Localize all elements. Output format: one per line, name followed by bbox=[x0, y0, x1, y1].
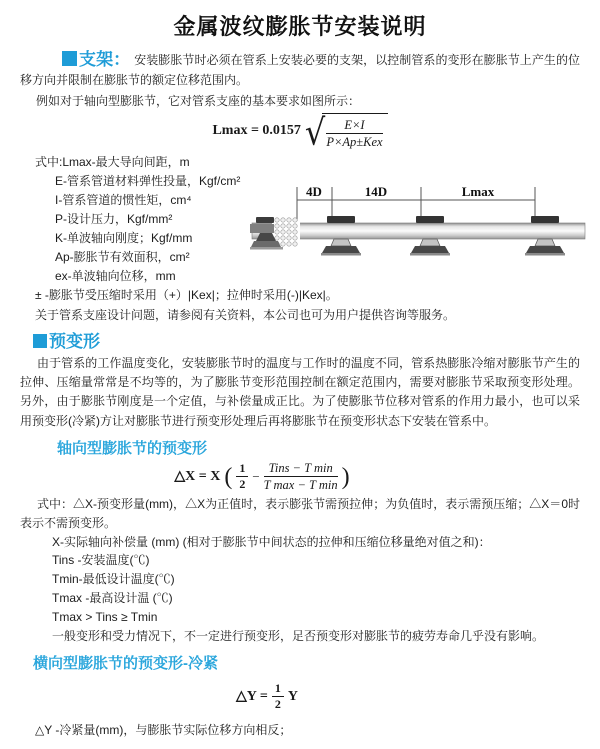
definition-item: P-设计压力，Kgf/mm² bbox=[55, 212, 173, 227]
dy-half-denominator: 2 bbox=[274, 697, 281, 712]
dx-explain: 式中：△X-预变形量(mm)，△X为正值时，表示膨张节需预拉伸；为负值时，表示需预压缩；△X＝0时表示不需预变形。 bbox=[20, 496, 580, 530]
support-diagram bbox=[250, 183, 586, 272]
example-line: 例如对于轴向型膨胀节，它对管系支座的基本要求如图所示： bbox=[36, 94, 361, 108]
predeform-section-heading bbox=[33, 331, 580, 353]
pipe-support-figure bbox=[250, 183, 586, 267]
formula-dx-lhs: △X = X bbox=[174, 469, 221, 485]
lateral-predeform-heading: 横向型膨胀节的预变形-冷紧 bbox=[33, 654, 218, 672]
section-square-icon bbox=[33, 334, 47, 348]
temp-denominator: T max − T min bbox=[263, 478, 338, 493]
service-note: 关于管系支座设计问题，请参阅有关资料，本公司也可为用户提供咨询等服务。 bbox=[35, 307, 456, 322]
cold-tighten-note: △Y -冷紧量(mm)，与膨胀节实际位移方向相反； bbox=[35, 723, 292, 738]
temp-ordering: Tmax > Tins ≥ Tmin bbox=[52, 609, 158, 624]
definitions-and-diagram bbox=[20, 153, 580, 327]
definition-item: K-单波轴向刚度；Kgf/mm bbox=[55, 231, 193, 246]
formula-lmax-numerator: E×I bbox=[326, 118, 382, 134]
formula-dy-rhs: Y bbox=[287, 688, 298, 704]
minus-operator: − bbox=[252, 468, 260, 484]
formula-dy-lhs: △Y = bbox=[236, 689, 268, 705]
definition-item: E-管系管道材料弹性投量，Kgf/cm² bbox=[55, 173, 241, 188]
section-square-icon bbox=[62, 51, 77, 66]
temp-item: Tins -安装温度(℃) bbox=[52, 553, 150, 568]
formula-lmax-lhs: Lmax = 0.0157 bbox=[212, 123, 301, 139]
dim-label-14d: 14D bbox=[364, 183, 388, 199]
formula-lmax bbox=[20, 111, 580, 154]
support-paragraph bbox=[20, 50, 580, 90]
formula-delta-x bbox=[20, 461, 580, 493]
support-intro-text: 安装膨胀节时必须在管系上安装必要的支架，以控制管系的变形在膨胀节上产生的位移方向并限制在膨胀节的额定位移范围内。 bbox=[20, 53, 580, 87]
formula-lmax-denominator: P×Ap±Kex bbox=[326, 135, 383, 150]
pipe bbox=[252, 223, 585, 239]
temp-item: Tmax -最高设计温 (℃) bbox=[52, 591, 173, 606]
dy-half-numerator: 1 bbox=[272, 682, 284, 698]
general-note: 一般变形和受力情况下，不一定进行预变形，足否预变形对膨胀节的疲劳寿命几乎没有影响。 bbox=[52, 628, 545, 643]
radical-sign-icon: √ bbox=[304, 111, 326, 154]
x-definition: X-实际轴向补偿量 (mm) (相对于膨胀节中间状态的拉伸和压缩位移量绝对值之和)： bbox=[52, 534, 491, 549]
temp-item: Tmin-最低设计温度(℃) bbox=[52, 572, 175, 587]
predeform-body: 由于管系的工作温度变化，安装膨胀节时的温度与工作时的温度不同，管系热膨胀冷缩对膨胀节产生的拉伸、压缩量常常是不均等的，为了膨胀节变形范围控制在额定范围内，需要对膨胀节采取预变形处理。另外，由于膨胀节刚度是一个定值，与补偿量成正比。为了使膨胀节位移对管系的作用力最小，也可以采用预变形(冷紧)方让对膨胀节进行预变形处理后再将膨胀节在预变形状态下安装在管系中。 bbox=[20, 355, 580, 428]
predeform-heading-label: 预变形 bbox=[49, 331, 100, 351]
sign-note: ± -膨胀节受压缩时采用（+）|Kex|；拉伸时采用(-)|Kex|。 bbox=[35, 288, 338, 303]
definition-item: Ap-膨胀节有效面积，cm² bbox=[55, 250, 190, 265]
close-paren: ) bbox=[341, 463, 350, 490]
support-section-label: 支架： bbox=[79, 50, 131, 69]
axial-predeform-heading: 轴向型膨胀节的预变形 bbox=[57, 439, 208, 457]
dim-label-4d: 4D bbox=[306, 183, 322, 199]
half-numerator: 1 bbox=[236, 462, 248, 478]
definition-item: 式中:Lmax-最大导向间距，m bbox=[35, 154, 190, 169]
page-title: 金属波纹膨胀节安装说明 bbox=[173, 14, 427, 39]
definition-item: ex-单波轴向位移，mm bbox=[55, 269, 176, 284]
definition-item: I-管系管道的惯性矩，cm⁴ bbox=[55, 192, 192, 207]
document-page bbox=[0, 12, 600, 740]
formula-delta-y bbox=[20, 682, 580, 713]
temp-numerator: Tins − T min bbox=[264, 461, 338, 477]
half-denominator: 2 bbox=[239, 477, 246, 492]
open-paren: ( bbox=[224, 463, 233, 490]
dim-label-lmax: Lmax bbox=[461, 183, 495, 199]
radical bbox=[304, 111, 388, 154]
